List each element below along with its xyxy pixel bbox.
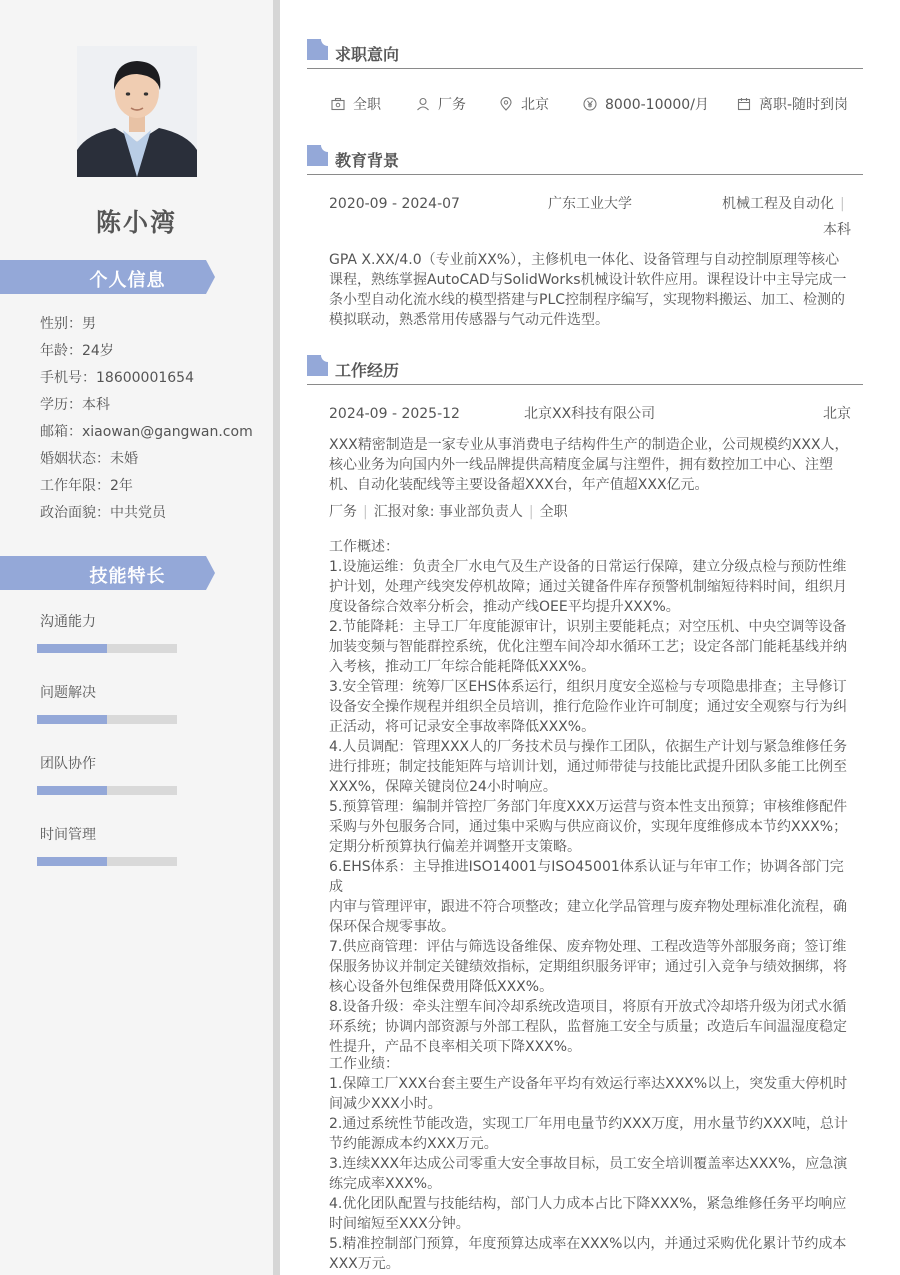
description-line: 保服务协议并制定关键绩效指标，定期组织服务评审；通过引入竞争与绩效捆绑，将 (329, 959, 847, 975)
skill-name: 沟通能力 (40, 614, 96, 630)
intent-section-header (307, 39, 863, 69)
info-value: 18600001654 (96, 370, 194, 386)
work-city: 北京 (823, 406, 851, 422)
education-school: 广东工业大学 (548, 196, 632, 212)
skill-bar (37, 786, 177, 795)
description-line: 7.供应商管理：评估与筛选设备维保、废弃物处理、工程改造等外部服务商；签订维 (329, 939, 847, 955)
info-label: 工作年限： (40, 478, 110, 494)
description-line: 性提升，产品不良率相关项下降XXX%。 (329, 1039, 582, 1055)
avatar-photo-icon (77, 46, 197, 177)
person-icon (416, 97, 430, 111)
description-line: 5.预算管理：编制并管控厂务部门年度XXX万运营与资本性支出预算；审核维修配件 (329, 799, 848, 815)
skill-bar (37, 644, 177, 653)
skill-item (37, 682, 177, 724)
skill-item (37, 824, 177, 866)
briefcase-icon (331, 97, 345, 111)
block-heading: 工作概述： (329, 539, 399, 555)
description-line: 定期分析预算执行偏差并调整开支策略。 (329, 839, 581, 855)
intent-text: 北京 (521, 97, 549, 113)
description-line: 正活动，将可记录安全事故率降低XXX%。 (329, 719, 596, 735)
tag: 汇报对象: 事业部负责人 (373, 504, 523, 520)
company-description (329, 435, 849, 495)
info-row-education (40, 395, 253, 422)
work-achievements (329, 1054, 849, 1274)
work-overview (329, 537, 849, 1057)
description-line: 保环保合规零事故。 (329, 919, 455, 935)
description-line: 核心业务为向国内外一线品牌提供高精度金属与注塑件，拥有数控加工中心、注塑 (329, 457, 833, 473)
skill-name: 问题解决 (40, 685, 96, 701)
info-label: 年龄： (40, 343, 82, 359)
info-value: xiaowan@gangwan.com (82, 424, 253, 440)
description-line: 进行排班；制定技能矩阵与培训计划，通过师带徒与技能比武提升团队多能工比例至 (329, 759, 847, 775)
info-value: 未婚 (110, 451, 138, 467)
sidebar (0, 0, 273, 1275)
info-row-email (40, 422, 253, 449)
info-value: 24岁 (82, 343, 114, 359)
intent-text: 全职 (353, 97, 381, 113)
description-line: 3.安全管理：统筹厂区EHS体系运行，组织月度安全巡检与专项隐患排查；主导修订 (329, 679, 847, 695)
info-label: 政治面貌： (40, 505, 110, 521)
description-line: 2.通过系统性节能改造，实现工厂年用电量节约XXX万度，用水量节约XXX吨，总计 (329, 1116, 848, 1132)
education-section-header (307, 145, 863, 175)
description-line: 内审与管理评审，跟进不符合项整改；建立化学品管理与废弃物处理标准化流程，确 (329, 899, 847, 915)
avatar (77, 46, 197, 177)
description-line: 度设备综合效率分析会，推动产线OEE平均提升XXX%。 (329, 599, 680, 615)
education-degree: 本科 (823, 222, 851, 238)
work-period: 2024-09 - 2025-12 (329, 406, 460, 422)
intent-text: 离职-随时到岗 (759, 97, 849, 113)
skill-bar-fill (37, 786, 107, 795)
yen-icon (583, 97, 597, 111)
info-value: 中共党员 (110, 505, 166, 521)
education-description (329, 250, 849, 330)
description-line: XXX万元。 (329, 1256, 400, 1272)
description-line: 间减少XXX小时。 (329, 1096, 442, 1112)
skill-item (37, 611, 177, 653)
description-line: 2.节能降耗：主导工厂年度能源审计，识别主要能耗点；对空压机、中央空调等设备 (329, 619, 847, 635)
description-line: 加装变频与智能群控系统，优化注塑车间冷却水循环工艺；设定各部门能耗基线并纳 (329, 639, 847, 655)
description-line: 课程，熟练掌握AutoCAD与SolidWorks机械设计软件应用。课程设计中主导完成一 (329, 272, 847, 288)
info-label: 性别： (40, 316, 82, 332)
skills-header (0, 556, 215, 590)
block-heading: 工作业绩： (329, 1056, 399, 1072)
info-label: 学历： (40, 397, 82, 413)
tag: 全职 (539, 504, 568, 520)
description-line: XXX%，保障关键岗位24小时响应。 (329, 779, 557, 795)
major-text: 机械工程及自动化 (722, 196, 834, 212)
info-row-age (40, 341, 253, 368)
skill-name: 团队协作 (40, 756, 96, 772)
description-line: 模拟联动，熟悉常用传感器与气动元件选型。 (329, 312, 609, 328)
education-title: 教育背景 (335, 151, 400, 170)
skill-bar-fill (37, 644, 107, 653)
work-title: 工作经历 (335, 361, 400, 380)
info-label: 手机号： (40, 370, 96, 386)
description-line: 4.优化团队配置与技能结构，部门人力成本占比下降XXX%，紧急维修任务平均响应 (329, 1196, 847, 1212)
info-value: 男 (82, 316, 96, 332)
description-line: 采购与外包服务合同，通过集中采购与供应商议价，实现年度维修成本节约XXX%； (329, 819, 848, 835)
description-line: 8.设备升级：牵头注塑车间冷却系统改造项目，将原有开放式冷却塔升级为闭式水循 (329, 999, 847, 1015)
tag: 厂务 (329, 504, 357, 520)
skill-bar-fill (37, 715, 107, 724)
description-line: 1.保障工厂XXX台套主要生产设备年平均有效运行率达XXX%以上，突发重大停机时 (329, 1076, 848, 1092)
description-line: 护计划，处理产线突发停机故障；通过关键备件库存预警机制缩短待料时间，组织月 (329, 579, 847, 595)
description-line: 入考核，推动工厂年综合能耗降低XXX%。 (329, 659, 596, 675)
description-line: 设备安全操作规程并组织全员培训，推行危险作业许可制度；通过安全观察与行为纠 (329, 699, 847, 715)
description-line: GPA X.XX/4.0（专业前XX%），主修机电一体化、设备管理与自动控制原理等核心 (329, 252, 840, 268)
personal-info-list (40, 314, 253, 530)
skills-title: 技能特长 (89, 566, 166, 587)
work-section-header (307, 355, 863, 385)
description-line: XXX精密制造是一家专业从事消费电子结构件生产的制造企业，公司规模约XXX人， (329, 437, 849, 453)
skill-name: 时间管理 (40, 827, 96, 843)
description-line: 3.连续XXX年达成公司零重大安全事故目标，员工安全培训覆盖率达XXX%，应急演 (329, 1156, 848, 1172)
column-divider (273, 0, 280, 1275)
separator: | (528, 504, 534, 520)
description-line: 核心设备外包维保费用降低XXX%。 (329, 979, 554, 995)
section-marker-icon (307, 39, 328, 60)
description-line: 节约能源成本约XXX万元。 (329, 1136, 498, 1152)
info-row-gender (40, 314, 253, 341)
job-intent-row (331, 94, 861, 114)
description-line: 练完成率XXX%。 (329, 1176, 442, 1192)
personal-info-title: 个人信息 (89, 270, 166, 291)
intent-title: 求职意向 (335, 45, 400, 64)
info-value: 2年 (110, 478, 133, 494)
skill-bar-fill (37, 857, 107, 866)
info-row-experience (40, 476, 253, 503)
personal-info-header (0, 260, 215, 294)
info-value: 本科 (82, 397, 110, 413)
work-company: 北京XX科技有限公司 (524, 406, 656, 422)
location-icon (499, 97, 513, 111)
separator: | (363, 504, 368, 520)
description-line: 4.人员调配：管理XXX人的厂务技术员与操作工团队，依据生产计划与紧急维修任务 (329, 739, 848, 755)
description-line: 6.EHS体系：主导推进ISO14001与ISO45001体系认证与年审工作；协调各部门完成 (329, 859, 844, 895)
intent-text: 厂务 (438, 97, 466, 113)
description-line: 环系统；协调内部资源与外部工程队，监督施工安全与质量；改造后车间温湿度稳定 (329, 1019, 847, 1035)
info-row-political (40, 503, 253, 530)
skill-bar (37, 715, 177, 724)
description-line: 1.设施运维：负责全厂水电气及生产设备的日常运行保障，建立分级点检与预防性维 (329, 559, 847, 575)
description-line: 机、自动化装配线等主要设备超XXX台，年产值超XXX亿元。 (329, 477, 709, 493)
candidate-name: 陈小湾 (95, 208, 177, 237)
intent-text: 8000-10000/月 (605, 97, 709, 113)
description-line: 5.精准控制部门预算，年度预算达成率在XXX%以内，并通过采购优化累计节约成本 (329, 1236, 847, 1252)
description-line: 时间缩短至XXX分钟。 (329, 1216, 470, 1232)
description-line: 条小型自动化流水线的模型搭建与PLC控制程序编写，实现物料搬运、加工、检测的 (329, 292, 846, 308)
education-major (722, 194, 845, 214)
info-label: 婚姻状态： (40, 451, 110, 467)
skill-item (37, 753, 177, 795)
info-row-marital (40, 449, 253, 476)
info-label: 邮箱： (40, 424, 82, 440)
work-tags (329, 502, 568, 522)
separator: | (840, 196, 845, 212)
section-marker-icon (307, 355, 328, 376)
section-marker-icon (307, 145, 328, 166)
education-period: 2020-09 - 2024-07 (329, 196, 460, 212)
calendar-icon (737, 97, 751, 111)
skill-bar (37, 857, 177, 866)
info-row-phone (40, 368, 253, 395)
